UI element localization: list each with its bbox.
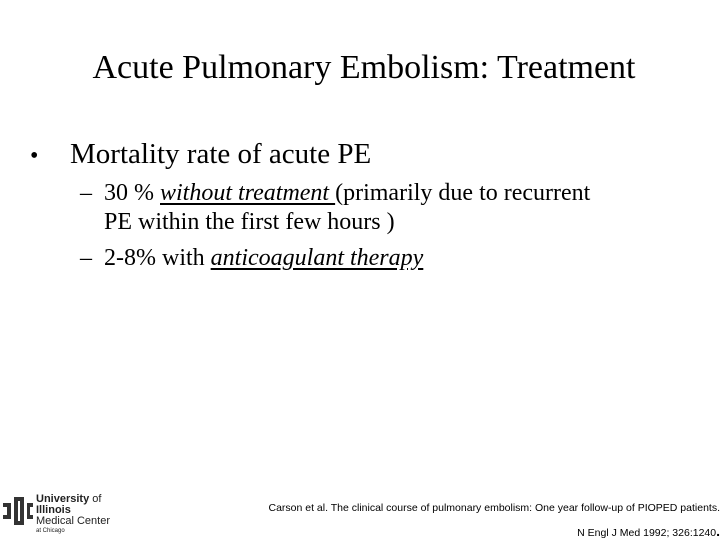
sub-item-anticoagulant — [80, 243, 423, 273]
logo-line-illinois: Illinois — [36, 504, 71, 516]
sub-item-lead: 2-8% with — [104, 245, 211, 271]
logo-line-at-chicago: at Chicago — [36, 528, 65, 534]
citation-line-2 — [577, 524, 720, 540]
bullet-marker: • — [30, 143, 39, 169]
citation-journal: N Engl J Med 1992; 326:1240 — [577, 527, 717, 539]
logo-of: of — [89, 493, 102, 505]
sub-item-dash: – — [80, 245, 92, 271]
logo-university: University — [36, 493, 90, 505]
bullet-text: Mortality rate of acute PE — [70, 138, 372, 170]
citation-line-1: Carson et al. The clinical course of pulmonary embolism: One year follow-up of PIOPED patients. — [268, 502, 720, 514]
citation-period: . — [716, 523, 720, 539]
university-logo — [3, 494, 115, 542]
emphasis-anticoagulant-therapy: anticoagulant therapy — [210, 245, 424, 271]
emphasis-without-treatment: without treatment — [160, 180, 336, 206]
sub-item-lead: 30 % — [104, 180, 160, 206]
sub-item-tail: (primarily due to recurrent — [335, 180, 591, 206]
sub-item-dash: – — [80, 180, 92, 206]
slide-title: Acute Pulmonary Embolism: Treatment — [92, 49, 636, 86]
logo-line-medical-center: Medical Center — [36, 515, 110, 527]
bullet-mortality-rate — [30, 134, 371, 176]
logo-wordmark — [36, 494, 110, 536]
uic-logo-icon — [3, 494, 33, 528]
sub-item-without-treatment — [80, 178, 590, 208]
sub-item-continuation: PE within the first few hours ) — [104, 209, 395, 235]
